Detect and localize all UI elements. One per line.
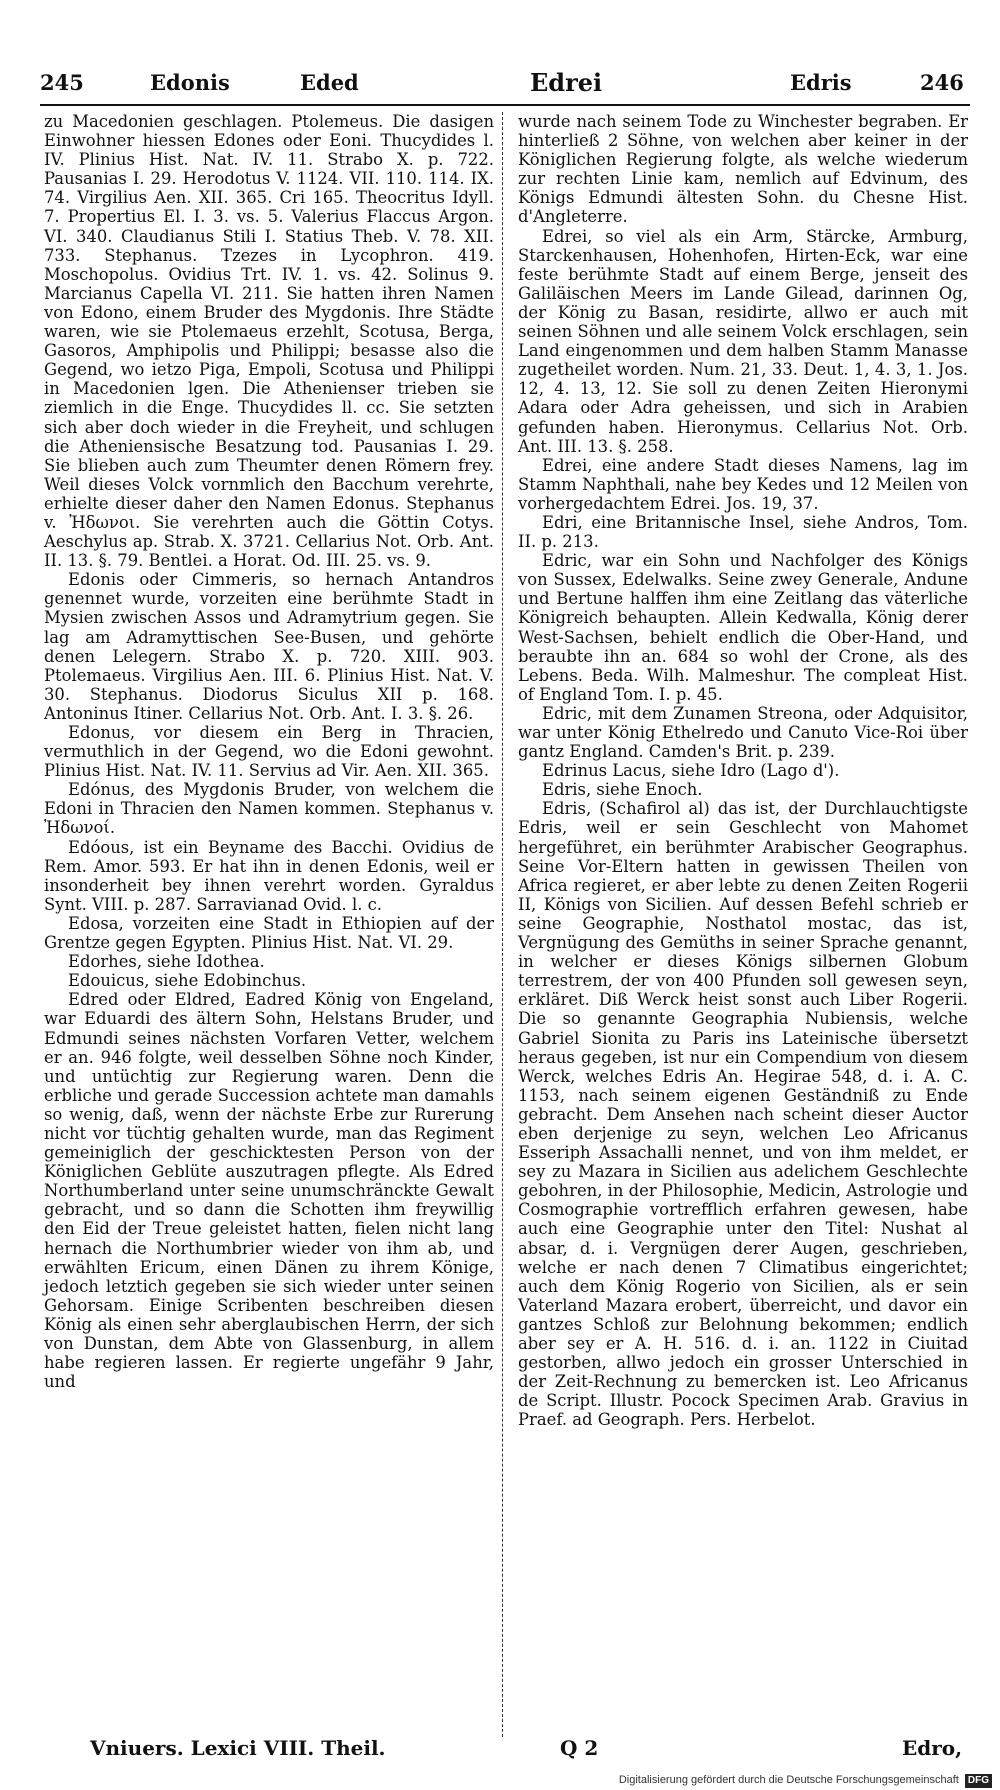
entry-edris-geographer: Edris, (Schafirol al) das ist, der Durchlauchtigste Edris, weil er sein Geschlecht von Mahomet hergeführet, ein berühmter Arabischer Geographus. Seine Vor-Eltern hatten in gewissen Theilen von Africa regieret, er aber lebte zu denen Zeiten Rogerii II, Königs von Sicilien. Auf dessen Befehl schrieb er seine Geographie, Nosthatol mostac, das ist, Vergnügung des Gemüths in seiner Sprache genannt, in welcher er dieses Königs silbernen Globum terrestrem, der von 400 Pfunden soll gewesen seyn, erkläret. Diß Werck heist sonst auch Liber Rogerii. Die so genannte Geographia Nubiensis, welche Gabriel Sionita zu Paris ins Lateinische übersetzt heraus gegeben, ist nur ein Compendium von diesem Werck, welches Edris An. Hegirae 548, d. i. A. C. 1153, nach seinem eigenen Geständniß zu Ende gebracht. Dem Ansehen nach scheint dieser Auctor eben derjenige zu seyn, welchen Leo Africanus Esseriph Assachalli nennet, und von ihm meldet, er sey zu Mazara in Sicilien aus adelichem Geschlechte gebohren, in der Philosophie, Medicin, Astrologie und Cosmographie vortrefflich erfahren gewesen, habe auch eine Geographie unter den Titel: Nushat al absar, d. i. Vergnügen derer Augen, geschrieben, welche er nach denen 7 Climatibus eingerichtet; auch dem König Rogerio von Sicilien, als er sein Vaterland Mazara erobert, überreicht, und davor ein gantzes Schloß zur Belohnung bekommen; endlich aber sey er A. H. 516. d. i. an. 1122 in Ciuitad gestorben, allwo jedoch ein grosser Unterschied in der Zeit-Rechnung zu bemercken ist. Leo Africanus de Script. Illustr. Pocock Specimen Arab. Gravius in Praef. ad Geograph. Pers. Herbelot. — [518, 799, 969, 1430]
entry-edri: Edri, eine Britannische Insel, siehe Andros, Tom. II. p. 213. — [518, 512, 968, 552]
dfg-logo: DFG — [965, 1774, 992, 1788]
entry-edorhes: Edorhes, siehe Idothea. — [68, 952, 265, 972]
left-page-number: 245 — [40, 70, 84, 95]
entry-edouicus: Edouicus, siehe Edobinchus. — [68, 971, 307, 991]
entry-edric-streona: Edric, mit dem Zunamen Streona, oder Adquisitor, war unter König Ethelredo und Canuto Vice-Roi über gantz England. Camden's Brit. p. 239. — [518, 703, 968, 762]
right-column — [518, 112, 968, 1429]
column-divider — [502, 112, 503, 1737]
footer-text: Digitalisierung gefördert durch die Deutsche Forschungsgemeinschaft — [618, 1774, 959, 1786]
entry-edris-enoch: Edris, siehe Enoch. — [542, 780, 703, 800]
digitization-footer — [0, 1770, 1000, 1790]
entry-edrei-1: Edrei, so viel als ein Arm, Stärcke, Armburg, Starckenhausen, Hohenhofen, Hirten-Eck, war eine feste berühmte Stadt auf einem Berge, jenseit des Galiläischen Meers im Lande Gilead, darinnen Og, der König zu Basan, residirte, allwo er auch mit seinen Söhnen und alle seinem Volck erschlagen, sein Land eingenommen und dem halben Stamm Manasse zugetheilet worden. Num. 21, 33. Deut. 1, 4. 3, 1. Jos. 12, 4. 13, 12. Sie soll zu denen Zeiten Hieronymi Adara oder Adra geheissen, und sich in Arabien gefunden haben. Hieronymus. Cellarius Not. Orb. Ant. III. 13. §. 258. — [518, 226, 968, 456]
volume-signature: Vniuers. Lexici VIII. Theil. — [90, 1736, 386, 1760]
right-catchword: Edris — [790, 70, 852, 95]
left-column — [44, 112, 494, 1391]
catchword: Edro, — [902, 1736, 963, 1760]
entry-edones: zu Macedonien geschlagen. Ptolemeus. Die dasigen Einwohner hiessen Edones oder Eoni. Thucydides l. IV. Plinius Hist. Nat. IV. 11. Strabo X. p. 722. Pausanias I. 29. Herodotus V. 1124. VII. 110. 114. IX. 74. Virgilius Aen. XII. 365. Cri 165. Theocritus Idyll. 7. Propertius El. I. 3. vs. 5. Valerius Flaccus Argon. VI. 340. Claudianus Stili I. Statius Theb. V. 78. XII. 733. Stephanus. Tzezes in Lycophron. 419. Moschopolus. Ovidius Trt. IV. 1. vs. 42. Solinus 9. Marcianus Capella VI. 211. Sie hatten ihren Namen von Edono, einem Bruder des Mygdonis. Ihre Städte waren, wie sie Ptolemaeus erzehlt, Scotusa, Berga, Gasoros, Amphipolis und Philippi; besasse also die Gegend, wo ietzo Piga, Empoli, Scotusa und Philippi in Macedonien lgen. Die Athenienser trieben sie ziemlich in die Enge. Thucydides ll. cc. Sie setzten sich aber doch wieder in die Freyheit, und schlugen die Atheniensische Besatzung tod. Pausanias I. 29. Sie blieben auch zum Theumter denen Römern frey. Weil dieses Volck vornmlich den Bacchum verehrte, erhielte dieser daher den Namen Edonus. Stephanus v. Ἠδωνοι. Sie verehrten auch die Göttin Cotys. Aeschylus ap. Strab. X. 3721. Cellarius Not. Orb. Ant. II. 13. §. 79. Bentlei. a Horat. Od. III. 25. vs. 9. — [44, 112, 494, 571]
entry-edosa: Edosa, vorzeiten eine Stadt in Ethiopien auf der Grentze gegen Egypten. Plinius Hist. Nat. VI. 29. — [44, 913, 494, 953]
header-rule — [40, 104, 970, 106]
left-catchword-1: Edonis — [150, 70, 230, 95]
entry-edonus-mountain: Edonus, vor diesem ein Berg in Thracien, vermuthlich in der Gegend, wo die Edoni gewohnt. Plinius Hist. Nat. IV. 11. Servius ad Vir. Aen. XII. 365. — [44, 723, 494, 781]
entry-edric-sussex: Edric, war ein Sohn und Nachfolger des Königs von Sussex, Edelwalks. Seine zwey Generale, Andune und Bertune halffen ihm eine Zeitlang das väterliche Königreich behaupten. Allein Kedwalla, König derer West-Sachsen, behielt endlich die Ober-Hand, und beraubte ihn an. 684 so wohl der Crone, als des Lebens. Beda. Wilh. Malmeshur. The compleat Hist. of England Tom. I. p. 45. — [518, 551, 968, 704]
entry-edonis: Edonis oder Cimmeris, so hernach Antandros genennet wurde, vorzeiten eine berühmte Stadt in Mysien zwischen Assos und Adramytrium gegen. Sie lag am Adramyttischen See-Busen, und gehörte denen Lelegern. Strabo X. p. 720. XIII. 903. Ptolemaeus. Virgilius Aen. III. 6. Plinius Hist. Nat. V. 30. Stephanus. Diodorus Siculus XII p. 168. Antoninus Itiner. Cellarius Not. Orb. Ant. I. 3. §. 26. — [44, 570, 494, 723]
entry-edred-continued: wurde nach seinem Tode zu Winchester begraben. Er hinterließ 2 Söhne, von welchen aber keiner in der Königlichen Regierung folgte, als welche wiederum zur rechten Linie kam, nemlich auf Edvinum, des Königs Edmundi ältesten Sohn. du Chesne Hist. d'Angleterre. — [518, 112, 968, 227]
center-head-word: Edrei — [530, 68, 603, 97]
entry-edonus-brother: Edónus, des Mygdonis Bruder, von welchem die Edoni in Thracien den Namen kommen. Stephanus v. Ἠδωνοί. — [44, 780, 494, 838]
right-page-number: 246 — [920, 70, 964, 95]
entry-edred: Edred oder Eldred, Eadred König von Engeland, war Eduardi des ältern Sohn, Helstans Bruder, und Edmundi seines nächsten Vorfaren Vetter, welchem er an. 946 folgte, weil desselben Söhne noch Kinder, und untüchtig zur Regierung waren. Denn die erbliche und gerade Succession achtete man damahls so wenig, daß, wenn der nächste Erbe zur Rurerung nicht vor tüchtig gehalten wurde, man das Regiment gemeiniglich der geschicktesten Person von der Königlichen Geblüte auszutragen pflegte. Als Edred Northumberland unter seine unumschränckte Gewalt gebracht, und so dann die Schotten ihm freywillig den Eid der Treue geleistet hatten, fielen nicht lang hernach die Northumbrier wieder von ihm ab, und erwählten Ericum, einen Dänen zu ihrem Könige, jedoch letztich gegeben sie sich wieder unter seinen Gehorsam. Einige Scribenten beschreiben diesen König als einen sehr aberglaubischen Herrn, der sich von Dunstan, dem Abte von Glassenburg, in allem habe regieren lassen. Er regierte ungefähr 9 Jahr, und — [44, 990, 494, 1392]
left-catchword-2: Eded — [300, 70, 359, 95]
entry-edrei-2: Edrei, eine andere Stadt dieses Namens, lag im Stamm Naphthali, nahe bey Kedes und 12 Meilen von vorhergedachtem Edrei. Jos. 19, 37. — [518, 455, 968, 513]
entry-edrinus-lacus: Edrinus Lacus, siehe Idro (Lago d'). — [542, 761, 840, 781]
signature-mark: Q 2 — [560, 1736, 599, 1760]
running-header — [40, 70, 970, 102]
entry-edoous: Edóous, ist ein Beyname des Bacchi. Ovidius de Rem. Amor. 593. Er hat ihn in denen Edonis, weil er insonderheit bey ihnen verehrt worden. Gyraldus Synt. VIII. p. 287. Sarravianad Ovid. l. c. — [44, 837, 494, 914]
